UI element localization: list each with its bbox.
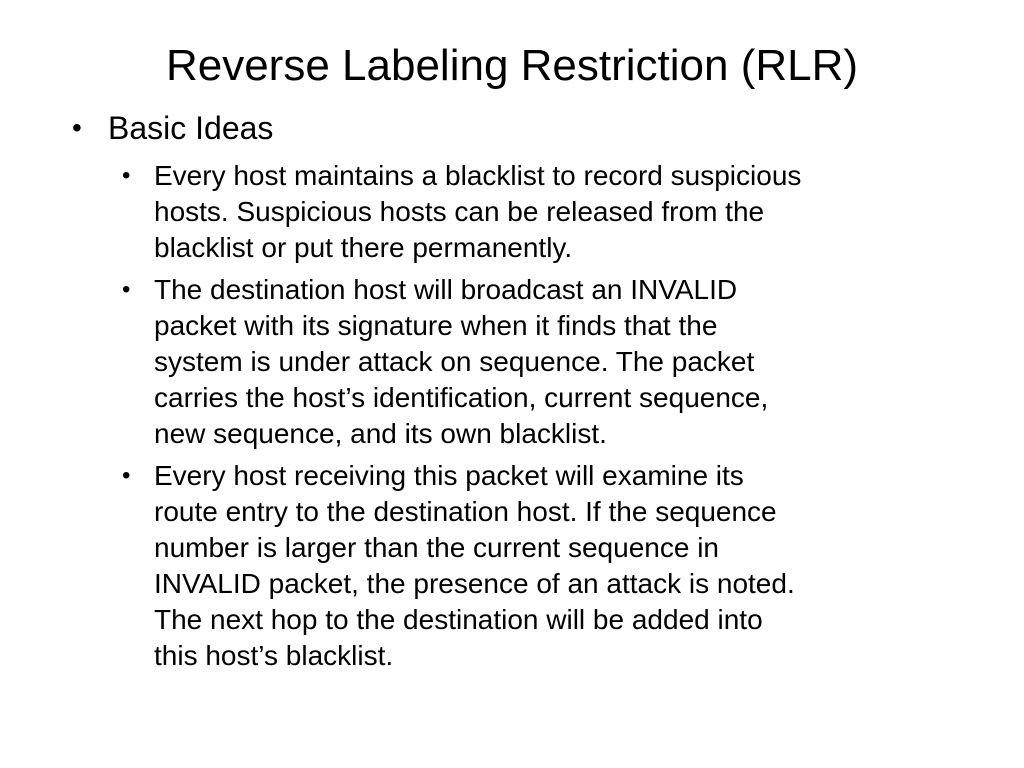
sub-bullet-list bbox=[116, 158, 946, 680]
bullet-line: carries the host’s identification, current sequence, bbox=[154, 382, 769, 413]
bullet-dot-icon: • bbox=[72, 112, 82, 143]
bullet-line: packet with its signature when it finds that the bbox=[154, 310, 718, 341]
bullet-line: route entry to the destination host. If the sequence bbox=[154, 496, 777, 527]
bullet-line: Every host maintains a blacklist to record suspicious bbox=[154, 160, 802, 191]
bullet-text: Basic Ideas bbox=[108, 110, 274, 146]
bullet-dot-icon: • bbox=[122, 276, 131, 303]
sub-bullet-item-1 bbox=[116, 158, 946, 266]
bullet-line: new sequence, and its own blacklist. bbox=[154, 418, 607, 449]
bullet-line: The destination host will broadcast an INVALID bbox=[154, 274, 738, 305]
bullet-line: The next hop to the destination will be added into bbox=[154, 604, 763, 635]
bullet-dot-icon: • bbox=[122, 462, 131, 489]
bullet-line: number is larger than the current sequence in bbox=[154, 532, 719, 563]
bullet-line: blacklist or put there permanently. bbox=[154, 232, 573, 263]
bullet-line: system is under attack on sequence. The packet bbox=[154, 346, 755, 377]
bullet-line: this host’s blacklist. bbox=[154, 640, 394, 671]
bullet-dot-icon: • bbox=[122, 162, 131, 189]
bullet-line: Every host receiving this packet will examine its bbox=[154, 460, 744, 491]
bullet-line: hosts. Suspicious hosts can be released from the bbox=[154, 196, 765, 227]
bullet-line: INVALID packet, the presence of an attack is noted. bbox=[154, 568, 795, 599]
slide-title: Reverse Labeling Restriction (RLR) bbox=[165, 41, 859, 90]
sub-bullet-item-2 bbox=[116, 272, 946, 452]
sub-bullet-item-3 bbox=[116, 458, 946, 674]
